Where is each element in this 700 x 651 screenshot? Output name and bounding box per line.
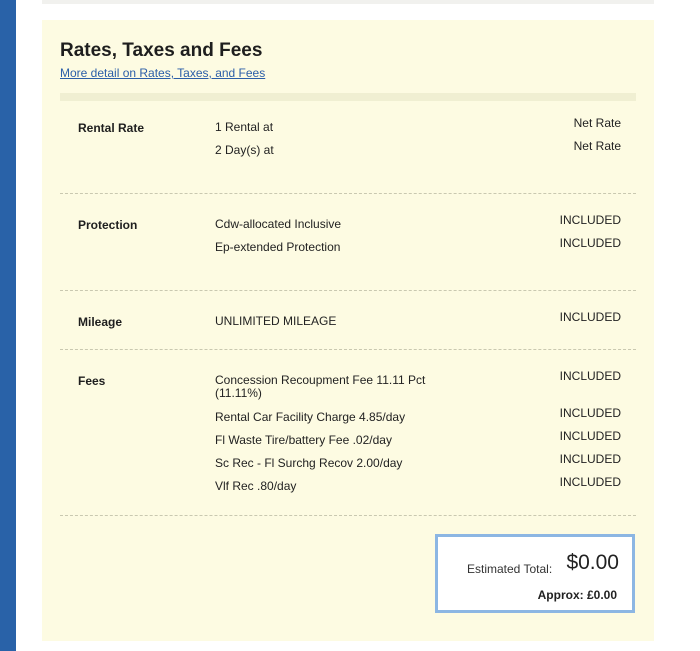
fees-line-amount: INCLUDED (559, 369, 621, 383)
estimated-total-value: $0.00 (566, 551, 619, 574)
estimated-total-box (435, 534, 635, 613)
mileage-section (60, 312, 636, 342)
section-divider (60, 349, 636, 350)
estimated-total-label: Estimated Total: (467, 562, 553, 576)
left-accent-bar (0, 0, 16, 651)
protection-line-desc: Ep-extended Protection (215, 240, 341, 254)
section-title: Rates, Taxes and Fees (60, 40, 263, 61)
protection-line-desc: Cdw-allocated Inclusive (215, 217, 342, 231)
protection-line-amount: INCLUDED (559, 236, 621, 250)
more-detail-link[interactable]: More detail on Rates, Taxes, and Fees (60, 66, 266, 80)
fees-line-desc: Concession Recoupment Fee 11.11 Pct (11.11%) (215, 373, 426, 400)
fees-label: Fees (78, 374, 106, 388)
rental-line-desc: 2 Day(s) at (215, 143, 274, 157)
mileage-line-amount: INCLUDED (559, 310, 621, 324)
section-divider (60, 515, 636, 516)
rental-line-desc: 1 Rental at (215, 120, 274, 134)
fees-line-desc: Sc Rec - Fl Surchg Recov 2.00/day (215, 456, 403, 470)
mileage-label: Mileage (78, 315, 123, 329)
section-divider (60, 290, 636, 291)
protection-label: Protection (78, 218, 138, 232)
rental-line-amount: Net Rate (573, 139, 621, 153)
rental-rate-section (60, 118, 636, 198)
fees-section (60, 371, 636, 501)
approx-total: Approx: £0.00 (537, 588, 617, 602)
fees-line-desc: Fl Waste Tire/battery Fee .02/day (215, 433, 392, 447)
fees-line-amount: INCLUDED (559, 406, 621, 420)
fees-line-amount: INCLUDED (559, 429, 621, 443)
rental-rate-label: Rental Rate (78, 121, 145, 135)
protection-section (60, 215, 636, 295)
fees-line-desc: Rental Car Facility Charge 4.85/day (215, 410, 406, 424)
header-band (60, 93, 636, 101)
rental-line-amount: Net Rate (573, 116, 621, 130)
fees-line-desc: Vlf Rec .80/day (215, 479, 297, 493)
fees-line-amount: INCLUDED (559, 475, 621, 489)
section-divider (60, 193, 636, 194)
rates-taxes-fees-panel (42, 20, 654, 641)
previous-card-edge (42, 0, 654, 4)
fees-line-amount: INCLUDED (559, 452, 621, 466)
protection-line-amount: INCLUDED (559, 213, 621, 227)
mileage-line-desc: UNLIMITED MILEAGE (215, 314, 337, 328)
